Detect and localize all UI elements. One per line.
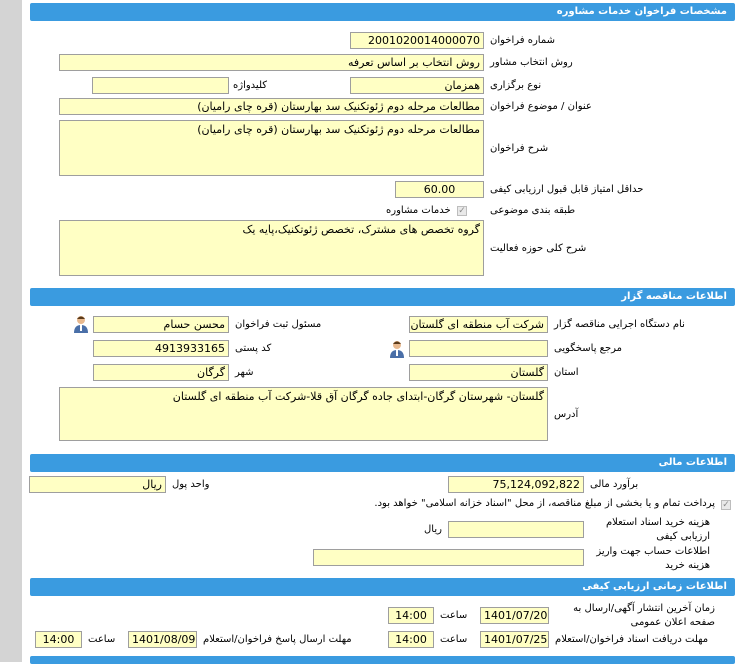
method-field[interactable]: روش انتخاب بر اساس تعرفه: [59, 54, 484, 71]
province-field[interactable]: گلستان: [409, 364, 548, 381]
ref-label: مرجع پاسخگویی: [554, 343, 623, 354]
call-number-label: شماره فراخوان: [490, 35, 555, 46]
treasury-checkbox[interactable]: ✓: [722, 500, 730, 510]
publish-label: زمان آخرین انتشار آگهی/ارسال به صفحه اعلان عمومی: [573, 603, 715, 628]
type-field[interactable]: همزمان: [350, 77, 484, 94]
estimate-label: برآورد مالی: [590, 479, 639, 490]
address-label: آدرس: [554, 409, 579, 420]
send-label: مهلت ارسال پاسخ فراخوان/استعلام: [203, 634, 352, 645]
postal-label: کد پستی: [235, 343, 272, 354]
doc-cost-field[interactable]: [448, 521, 584, 538]
section-header-tender: اطلاعات مناقصه گزار: [30, 288, 735, 306]
send-date-field[interactable]: 1401/08/09: [128, 631, 197, 648]
account-field[interactable]: [313, 549, 584, 566]
postal-field[interactable]: 4913933165: [93, 340, 229, 357]
min-score-label: حداقل امتیاز قابل قبول ارزیابی کیفی: [490, 184, 644, 195]
publish-date-field[interactable]: 1401/07/20: [480, 607, 549, 624]
account-label: اطلاعات حساب جهت واریز هزینه خرید: [596, 546, 710, 571]
user-lookup-icon[interactable]: [389, 340, 405, 358]
registrar-field[interactable]: محسن حسام: [93, 316, 229, 333]
address-field[interactable]: گلستان- شهرستان گرگان-ابتدای جاده گرگان آق قلا-شرکت آب منطقه ای گلستان: [59, 387, 548, 441]
keyword-label: کلیدواژه: [233, 80, 268, 91]
section-header-finance: اطلاعات مالی: [30, 454, 735, 472]
user-icon[interactable]: [73, 315, 89, 333]
city-label: شهر: [235, 367, 254, 378]
category-label: طبقه بندی موضوعی: [490, 205, 576, 216]
doc-cost-unit: ریال: [424, 524, 442, 535]
doc-cost-label: هزینه خرید اسناد استعلام ارزیابی کیفی: [605, 517, 710, 542]
send-time-field[interactable]: 14:00: [35, 631, 82, 648]
treasury-text: پرداخت تمام و یا بخشی از مبلغ مناقصه، از محل "اسناد خزانه اسلامی" خواهد بود.: [374, 498, 715, 509]
description-label: شرح فراخوان: [490, 143, 549, 154]
left-gray-strip: [0, 0, 22, 662]
ref-field[interactable]: [409, 340, 548, 357]
org-field[interactable]: شرکت آب منطقه ای گلستان: [409, 316, 548, 333]
publish-time-field[interactable]: 14:00: [388, 607, 434, 624]
category-checkbox[interactable]: ✓: [458, 206, 466, 216]
section-header-timing: اطلاعات زمانی ارزیابی کیفی: [30, 578, 735, 596]
currency-field[interactable]: ریال: [29, 476, 166, 493]
subject-field[interactable]: مطالعات مرحله دوم ژئوتکنیک سد بهارستان (قره چای رامیان): [59, 98, 484, 115]
category-option-label: خدمات مشاوره: [386, 205, 451, 216]
scope-label: شرح کلی حوزه فعالیت: [490, 243, 587, 254]
city-field[interactable]: گرگان: [93, 364, 229, 381]
registrar-label: مسئول ثبت فراخوان: [235, 319, 322, 330]
receive-date-field[interactable]: 1401/07/25: [480, 631, 549, 648]
send-time-label: ساعت: [88, 634, 116, 645]
publish-time-label: ساعت: [440, 610, 468, 621]
receive-time-label: ساعت: [440, 634, 468, 645]
next-section-header-edge: [30, 656, 735, 664]
receive-label: مهلت دریافت اسناد فراخوان/استعلام: [555, 634, 709, 645]
type-label: نوع برگزاری: [490, 80, 542, 91]
scope-field[interactable]: گروه تخصص های مشترک، تخصص ژئوتکنیک،پایه یک: [59, 220, 484, 276]
description-field[interactable]: مطالعات مرحله دوم ژئوتکنیک سد بهارستان (قره چای رامیان): [59, 120, 484, 176]
subject-label: عنوان / موضوع فراخوان: [490, 101, 592, 112]
min-score-field[interactable]: 60.00: [395, 181, 484, 198]
receive-time-field[interactable]: 14:00: [388, 631, 434, 648]
currency-label: واحد پول: [172, 479, 210, 490]
method-label: روش انتخاب مشاور: [490, 57, 573, 68]
section-header-consult: مشخصات فراخوان خدمات مشاوره: [30, 3, 735, 21]
org-label: نام دستگاه اجرایی مناقصه گزار: [554, 319, 685, 330]
province-label: استان: [554, 367, 579, 378]
call-number-field[interactable]: 2001020014000070: [350, 32, 484, 49]
estimate-field[interactable]: 75,124,092,822: [448, 476, 584, 493]
keyword-field[interactable]: [92, 77, 229, 94]
